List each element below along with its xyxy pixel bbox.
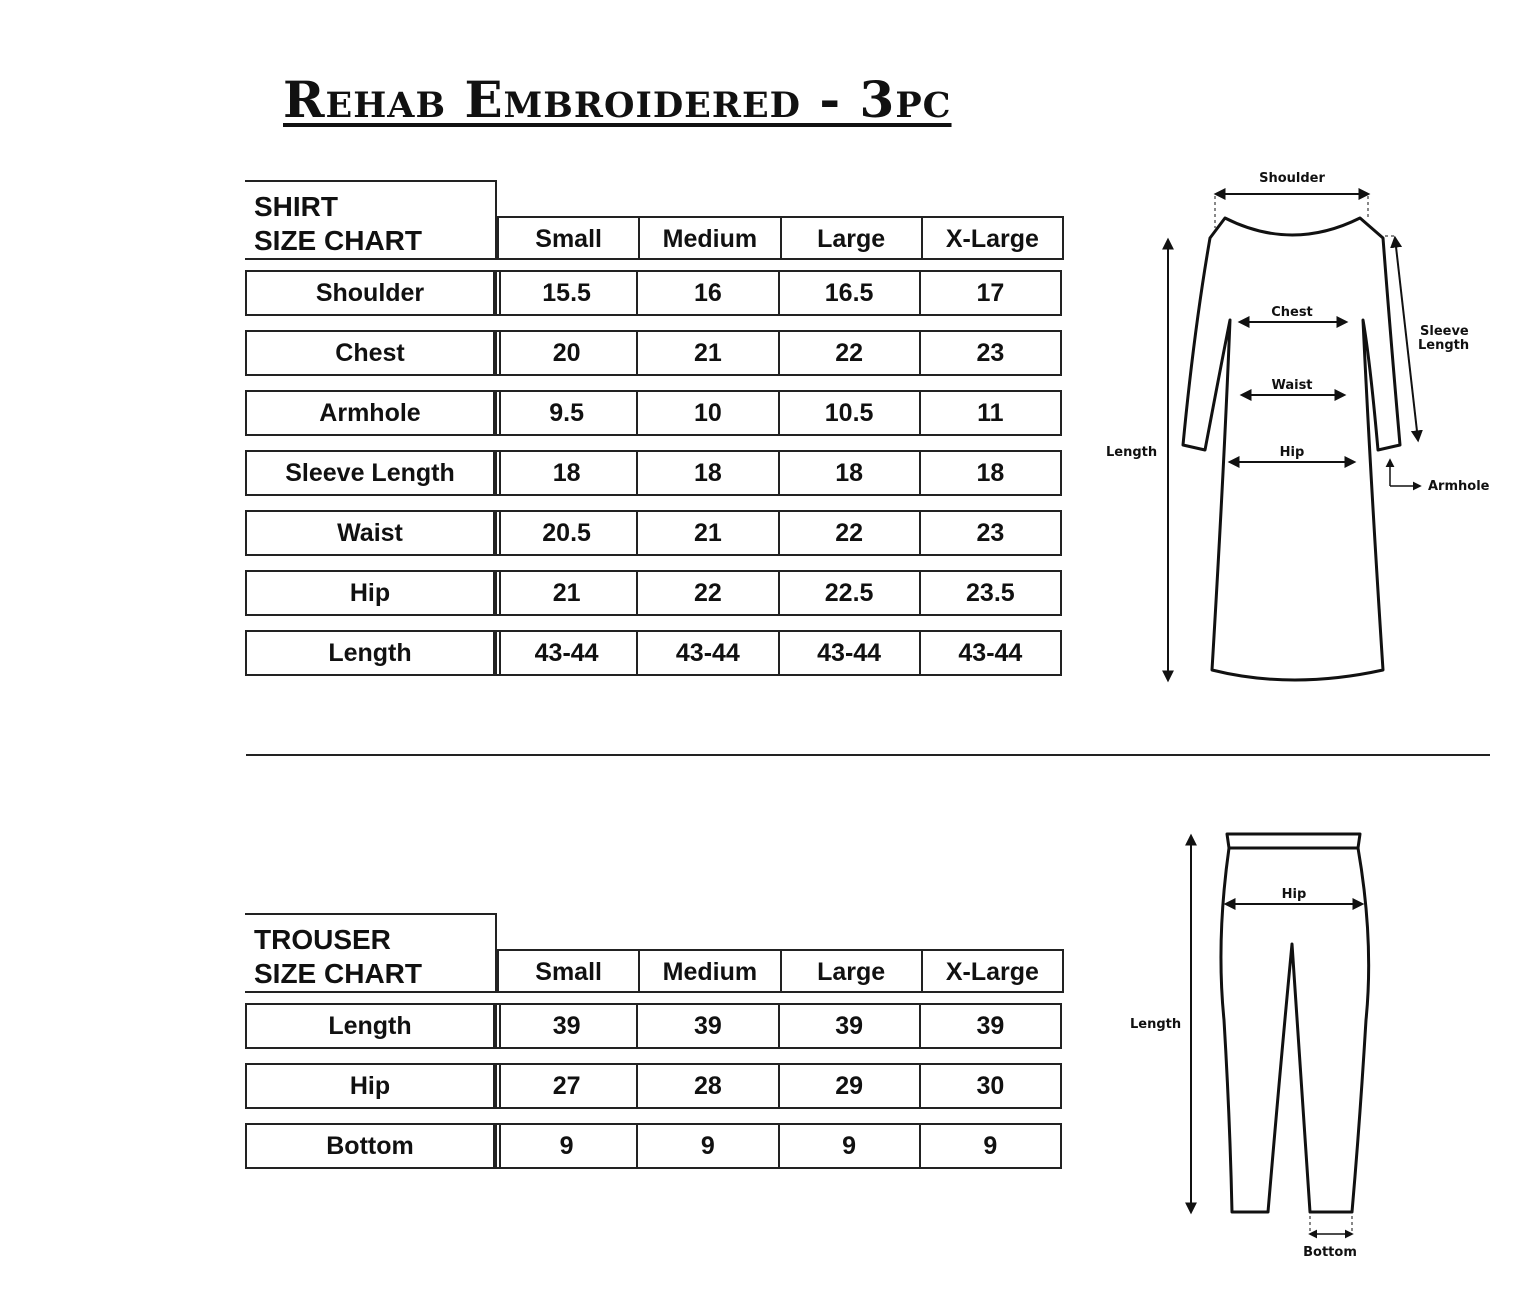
size-header-large: Large (780, 951, 921, 993)
value-medium: 16 (636, 272, 777, 314)
table-row-sleeve-length (245, 450, 1062, 496)
trouser-measurement-diagram (1120, 820, 1420, 1274)
row-label: Waist (247, 512, 495, 554)
diagram-label-sleeve-line2: Length (1418, 338, 1470, 353)
diagram-label-hip: Hip (1281, 887, 1307, 902)
value-small: 39 (495, 1005, 636, 1047)
trouser-size-header-row (497, 949, 1064, 993)
size-header-small: Small (535, 957, 602, 986)
size-header-medium: Medium (638, 218, 779, 260)
size-header-large: Large (780, 218, 921, 260)
table-row-hip (245, 570, 1062, 616)
value-small: 21 (495, 572, 636, 614)
value-medium: 9 (636, 1125, 777, 1167)
table-row-waist (245, 510, 1062, 556)
value-medium: 43-44 (636, 632, 777, 674)
diagram-label-bottom: Bottom (1303, 1245, 1357, 1260)
size-header-medium: Medium (638, 951, 779, 993)
value-large: 39 (778, 1005, 919, 1047)
diagram-label-shoulder: Shoulder (1259, 171, 1325, 186)
diagram-label-hip: Hip (1279, 445, 1305, 460)
value-xlarge: 43-44 (919, 632, 1060, 674)
value-small: 43-44 (495, 632, 636, 674)
table-row-length (245, 1003, 1062, 1049)
row-label: Chest (247, 332, 495, 374)
value-xlarge: 23 (919, 332, 1060, 374)
value-xlarge: 30 (919, 1065, 1060, 1107)
table-row-hip (245, 1063, 1062, 1109)
value-medium: 22 (636, 572, 777, 614)
value-large: 18 (778, 452, 919, 494)
value-large: 43-44 (778, 632, 919, 674)
row-label: Bottom (247, 1125, 495, 1167)
shirt-chart-heading (245, 180, 497, 258)
table-row-armhole (245, 390, 1062, 436)
value-medium: 28 (636, 1065, 777, 1107)
trouser-heading-line1: TROUSER (254, 924, 391, 955)
size-header-xlarge: X-Large (921, 951, 1062, 993)
value-medium: 39 (636, 1005, 777, 1047)
size-header-xlarge: X-Large (921, 218, 1062, 260)
shirt-header-underline (245, 258, 1062, 260)
row-label: Length (247, 632, 495, 674)
row-label: Shoulder (247, 272, 495, 314)
table-row-bottom (245, 1123, 1062, 1169)
shirt-size-header-row (497, 216, 1064, 260)
value-large: 29 (778, 1065, 919, 1107)
value-medium: 21 (636, 332, 777, 374)
value-small: 20 (495, 332, 636, 374)
table-row-shoulder (245, 270, 1062, 316)
section-divider (246, 754, 1490, 756)
value-xlarge: 11 (919, 392, 1060, 434)
diagram-label-length: Length (1130, 1017, 1182, 1032)
shirt-heading-line1: SHIRT (254, 191, 338, 222)
value-medium: 21 (636, 512, 777, 554)
diagram-label-chest: Chest (1271, 305, 1313, 320)
diagram-label-waist: Waist (1271, 378, 1313, 393)
value-medium: 18 (636, 452, 777, 494)
value-xlarge: 18 (919, 452, 1060, 494)
row-label: Length (247, 1005, 495, 1047)
trouser-heading-line2: SIZE CHART (254, 958, 422, 989)
value-xlarge: 9 (919, 1125, 1060, 1167)
row-label: Armhole (247, 392, 495, 434)
size-header-small: Small (535, 224, 602, 253)
value-large: 22 (778, 512, 919, 554)
value-large: 22.5 (778, 572, 919, 614)
page-title: Rehab Embroidered - 3pc (283, 70, 952, 129)
value-large: 9 (778, 1125, 919, 1167)
diagram-label-length: Length (1106, 445, 1158, 460)
value-small: 15.5 (495, 272, 636, 314)
value-large: 22 (778, 332, 919, 374)
value-small: 9 (495, 1125, 636, 1167)
row-label: Hip (247, 572, 495, 614)
shirt-heading-line2: SIZE CHART (254, 225, 422, 256)
value-large: 10.5 (778, 392, 919, 434)
value-xlarge: 17 (919, 272, 1060, 314)
value-small: 27 (495, 1065, 636, 1107)
row-label: Sleeve Length (247, 452, 495, 494)
value-small: 20.5 (495, 512, 636, 554)
shirt-measurement-diagram (1100, 160, 1500, 704)
diagram-label-armhole: Armhole (1428, 479, 1490, 494)
trouser-chart-heading (245, 913, 497, 991)
value-xlarge: 39 (919, 1005, 1060, 1047)
value-small: 9.5 (495, 392, 636, 434)
table-row-length (245, 630, 1062, 676)
value-xlarge: 23.5 (919, 572, 1060, 614)
value-xlarge: 23 (919, 512, 1060, 554)
trouser-size-chart (245, 913, 1062, 1173)
table-row-chest (245, 330, 1062, 376)
value-medium: 10 (636, 392, 777, 434)
trouser-header-underline (245, 991, 1062, 993)
value-small: 18 (495, 452, 636, 494)
trouser-outline-icon (1120, 820, 1420, 1270)
row-label: Hip (247, 1065, 495, 1107)
value-large: 16.5 (778, 272, 919, 314)
shirt-outline-icon (1100, 160, 1500, 700)
diagram-label-sleeve-line1: Sleeve (1420, 324, 1469, 339)
shirt-size-chart (245, 180, 1062, 680)
